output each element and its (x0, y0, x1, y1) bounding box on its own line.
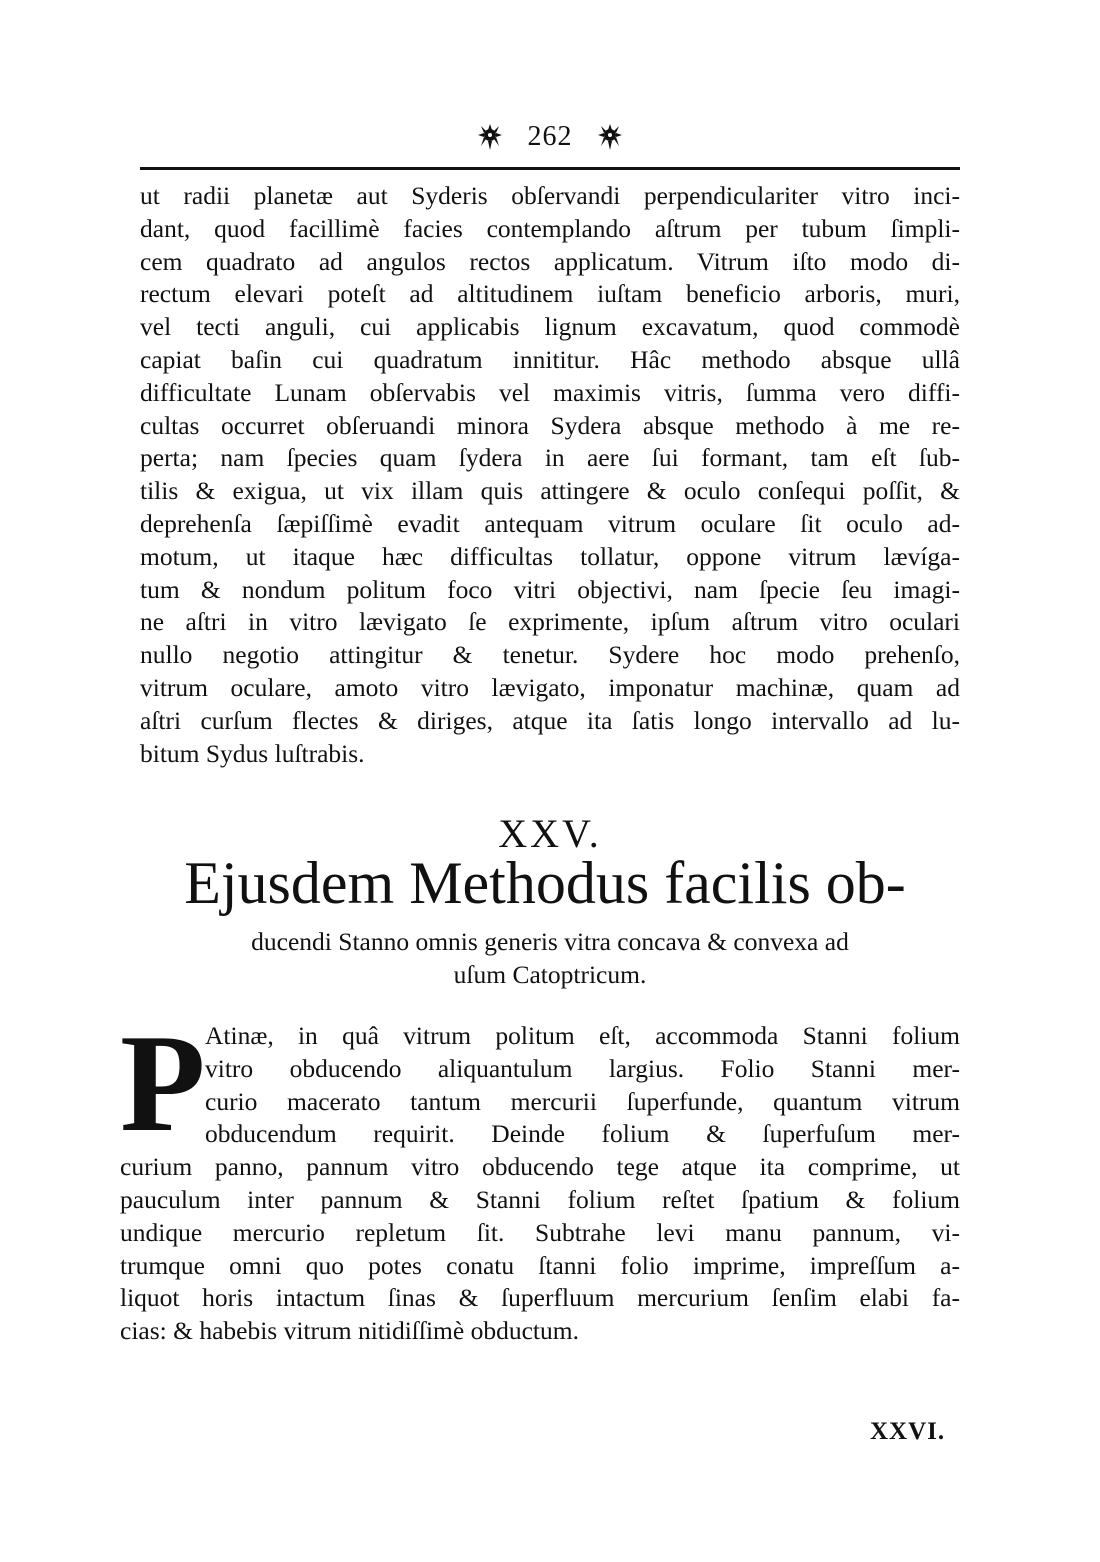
text-line: trumque omni quo potes conatu ſtanni folio imprime, impreſſum a- (120, 1250, 960, 1280)
text-line: aſtri curſum flectes & diriges, atque ita ſatis longo intervallo ad lu- (140, 705, 960, 735)
section-number: XXV. (498, 811, 602, 856)
section-subtitle (170, 925, 930, 991)
text-line: ne aſtri in vitro lævigato ſe exprimente, ipſum aſtrum vitro oculari (140, 607, 960, 637)
text-line: undique mercurio repletum ſit. Subtrahe levi manu pannum, vi- (120, 1217, 960, 1247)
section-body (120, 1006, 960, 1348)
section-title: Ejusdem Methodus facilis ob- (184, 850, 906, 916)
text-line: bitum Sydus luſtrabis. (140, 738, 365, 768)
text-line: nullo negotio attingitur & tenetur. Sydere hoc modo prehenſo, (140, 640, 960, 670)
text-line: vitrum oculare, amoto vitro lævigato, imponatur machinæ, quam ad (140, 672, 960, 702)
text-line: liquot horis intactum ſinas & ſuperfluum mercurium ſenſim elabi fa- (120, 1283, 960, 1313)
text-line: cultas occurret obſeruandi minora Sydera absque methodo à me re- (140, 410, 960, 440)
text-line: motum, ut itaque hæc difficultas tollatur, oppone vitrum lævíga- (140, 541, 960, 571)
text-line: obducendum requirit. Deinde folium & ſuperfuſum mer- (205, 1119, 960, 1149)
text-line: curium panno, pannum vitro obducendo tege atque ita comprime, ut (120, 1152, 960, 1182)
text-line: tum & nondum politum foco vitri objectivi, nam ſpecie ſeu imagi- (140, 574, 960, 604)
catchword: XXVI. (870, 1418, 946, 1445)
text-line: tilis & exigua, ut vix illam quis attingere & oculo conſequi poſſit, & (140, 476, 960, 506)
text-line: cias: & habebis vitrum nitidiſſimè obductum. (120, 1316, 579, 1346)
text-line: cem quadrato ad angulos rectos applicatum. Vitrum iſto modo di- (140, 246, 960, 276)
text-line: rectum elevari poteſt ad altitudinem iuſtam beneficio arboris, muri, (140, 279, 960, 309)
floral-ornament-left-icon (475, 122, 505, 152)
drop-cap: P (120, 1006, 206, 1161)
header-rule (140, 167, 960, 170)
text-line: Atinæ, in quâ vitrum politum eſt, accommoda Stanni folium (205, 1021, 960, 1050)
subtitle-line: uſum Catoptricum. (453, 960, 647, 989)
page-number: 262 (527, 121, 573, 152)
text-line: pauculum inter pannum & Stanni folium reſtet ſpatium & folium (120, 1184, 960, 1214)
text-line: vitro obducendo aliquantulum largius. Folio Stanni mer- (205, 1053, 960, 1083)
text-line: curio macerato tantum mercurii ſuperfunde, quantum vitrum (205, 1086, 960, 1116)
text-line: capiat baſin cui quadratum innititur. Hâc methodo absque ullâ (140, 344, 960, 374)
text-line: vel tecti anguli, cui applicabis lignum excavatum, quod commodè (140, 312, 960, 342)
running-header (0, 118, 1100, 153)
preceding-paragraph (140, 180, 960, 770)
text-line: perta; nam ſpecies quam ſydera in aere ſui formant, tam eſt ſub- (140, 443, 960, 473)
text-line: dant, quod facillimè facies contemplando aſtrum per tubum ſimpli- (140, 213, 960, 243)
text-line: ut radii planetæ aut Syderis obſervandi perpendiculariter vitro inci- (140, 181, 960, 210)
floral-ornament-right-icon (595, 122, 625, 152)
text-line: difficultate Lunam obſervabis vel maximis vitris, ſumma vero diffi- (140, 377, 960, 407)
subtitle-line: ducendi Stanno omnis generis vitra concava & convexa ad (251, 927, 849, 956)
text-line: deprehenſa ſæpiſſimè evadit antequam vitrum oculare ſit oculo ad- (140, 508, 960, 538)
